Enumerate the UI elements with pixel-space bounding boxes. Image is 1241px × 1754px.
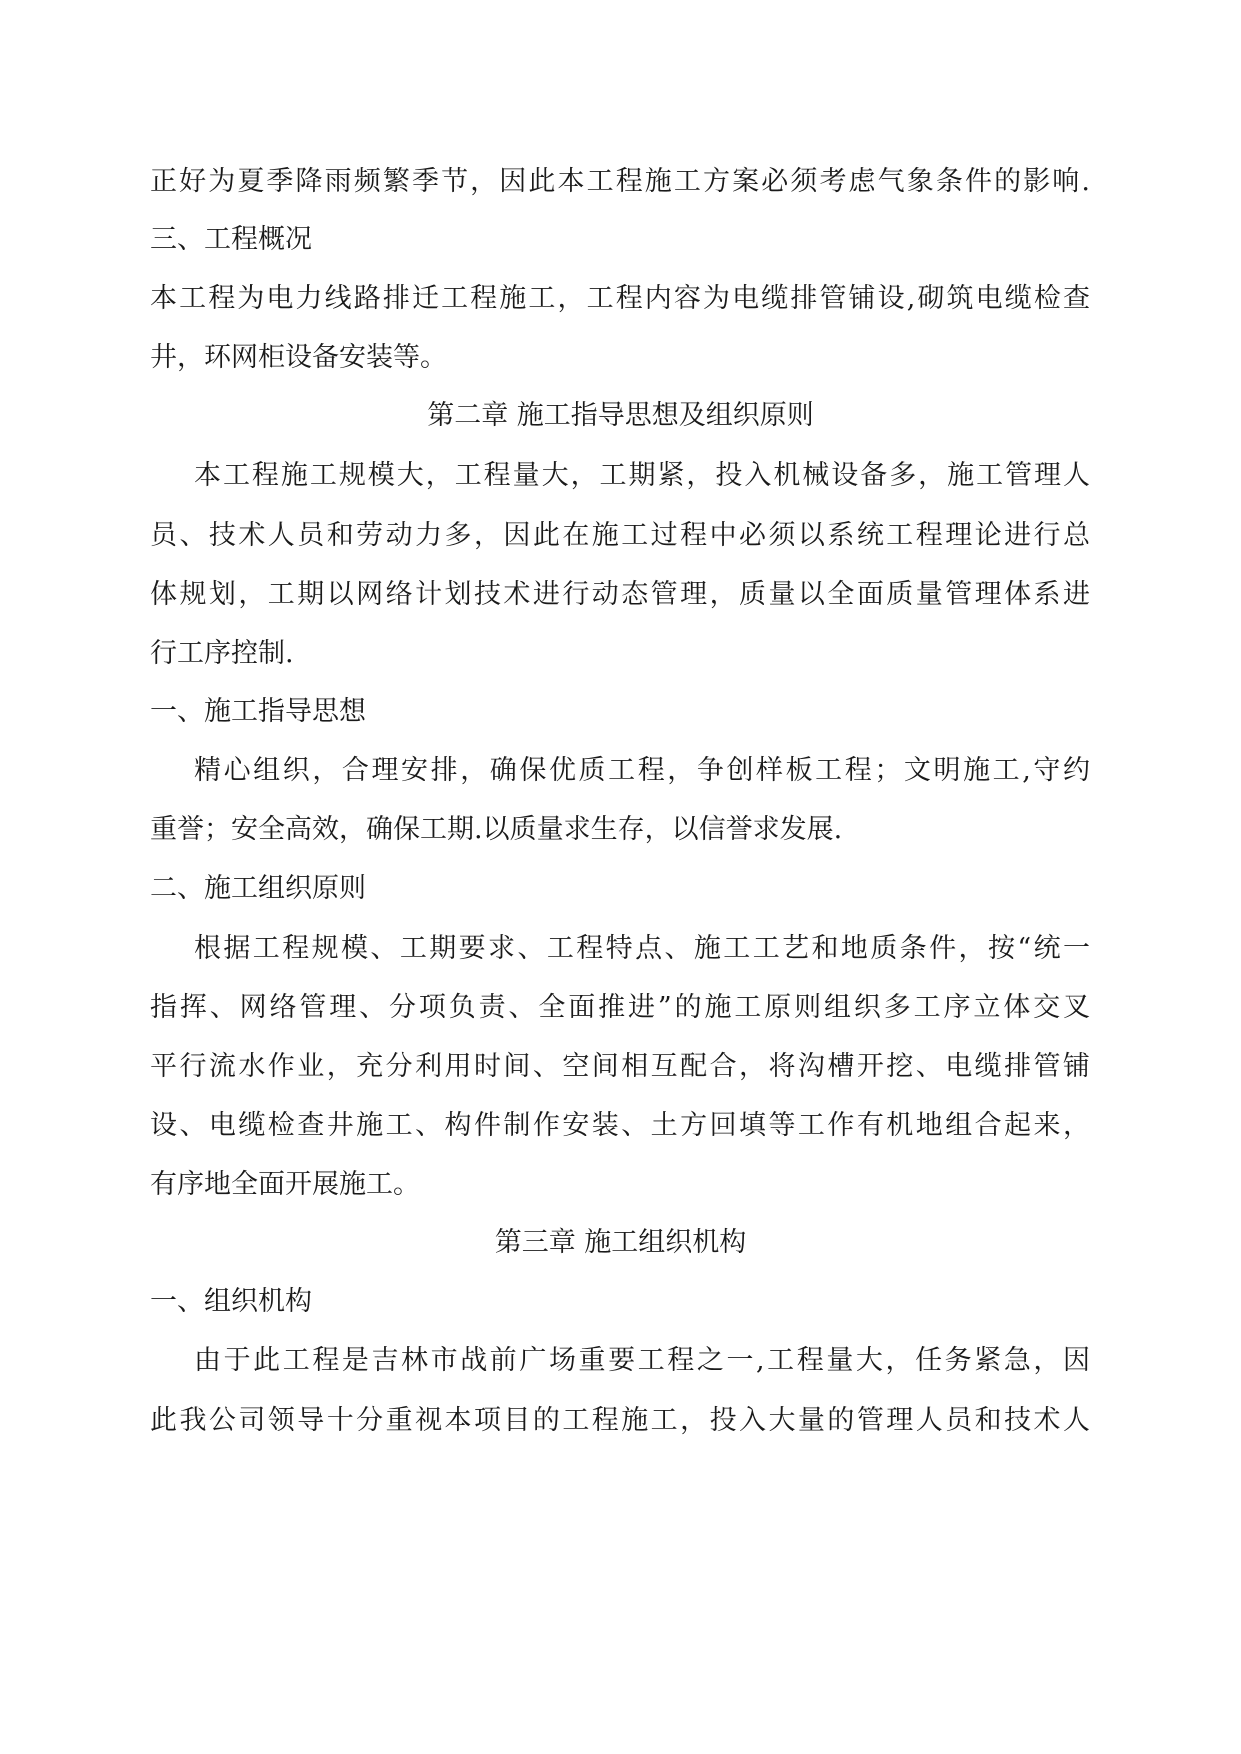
paragraph-line: 行工序控制. — [150, 638, 294, 669]
paragraph-line: 指挥、网络管理、分项负责、全面推进”的施工原则组织多工序立体交叉 — [150, 992, 1090, 1023]
paragraph-line: 井，环网柜设备安装等。 — [150, 342, 447, 373]
paragraph-line: 平行流水作业，充分利用时间、空间相互配合，将沟槽开挖、电缆排管铺 — [150, 1051, 1090, 1082]
section-heading-organization-principles: 二、施工组织原则 — [150, 873, 366, 904]
section-heading-organization: 一、组织机构 — [150, 1286, 312, 1317]
paragraph-line: 正好为夏季降雨频繁季节，因此本工程施工方案必须考虑气象条件的影响. — [150, 166, 1090, 197]
paragraph-line: 根据工程规模、工期要求、工程特点、施工工艺和地质条件，按“统一 — [194, 933, 1090, 964]
paragraph-line: 重誉；安全高效，确保工期.以质量求生存，以信誉求发展. — [150, 814, 843, 845]
section-heading-project-overview: 三、工程概况 — [150, 224, 312, 255]
paragraph-line: 员、技术人员和劳动力多，因此在施工过程中必须以系统工程理论进行总 — [150, 520, 1090, 551]
paragraph-line: 有序地全面开展施工。 — [150, 1169, 420, 1200]
paragraph-line: 本工程为电力线路排迁工程施工，工程内容为电缆排管铺设,砌筑电缆检查 — [150, 283, 1090, 314]
section-heading-guiding-ideology: 一、施工指导思想 — [150, 696, 366, 727]
chapter-heading-three: 第三章 施工组织机构 — [494, 1227, 747, 1258]
paragraph-line: 由于此工程是吉林市战前广场重要工程之一,工程量大，任务紧急，因 — [194, 1345, 1090, 1376]
paragraph-line: 设、电缆检查井施工、构件制作安装、土方回填等工作有机地组合起来， — [150, 1110, 1090, 1141]
chapter-heading-two: 第二章 施工指导思想及组织原则 — [427, 400, 814, 431]
paragraph-line: 此我公司领导十分重视本项目的工程施工，投入大量的管理人员和技术人 — [150, 1405, 1090, 1436]
paragraph-line: 本工程施工规模大，工程量大，工期紧，投入机械设备多，施工管理人 — [194, 460, 1090, 491]
paragraph-line: 精心组织，合理安排，确保优质工程，争创样板工程；文明施工,守约 — [194, 755, 1090, 786]
paragraph-line: 体规划，工期以网络计划技术进行动态管理，质量以全面质量管理体系进 — [150, 579, 1090, 610]
